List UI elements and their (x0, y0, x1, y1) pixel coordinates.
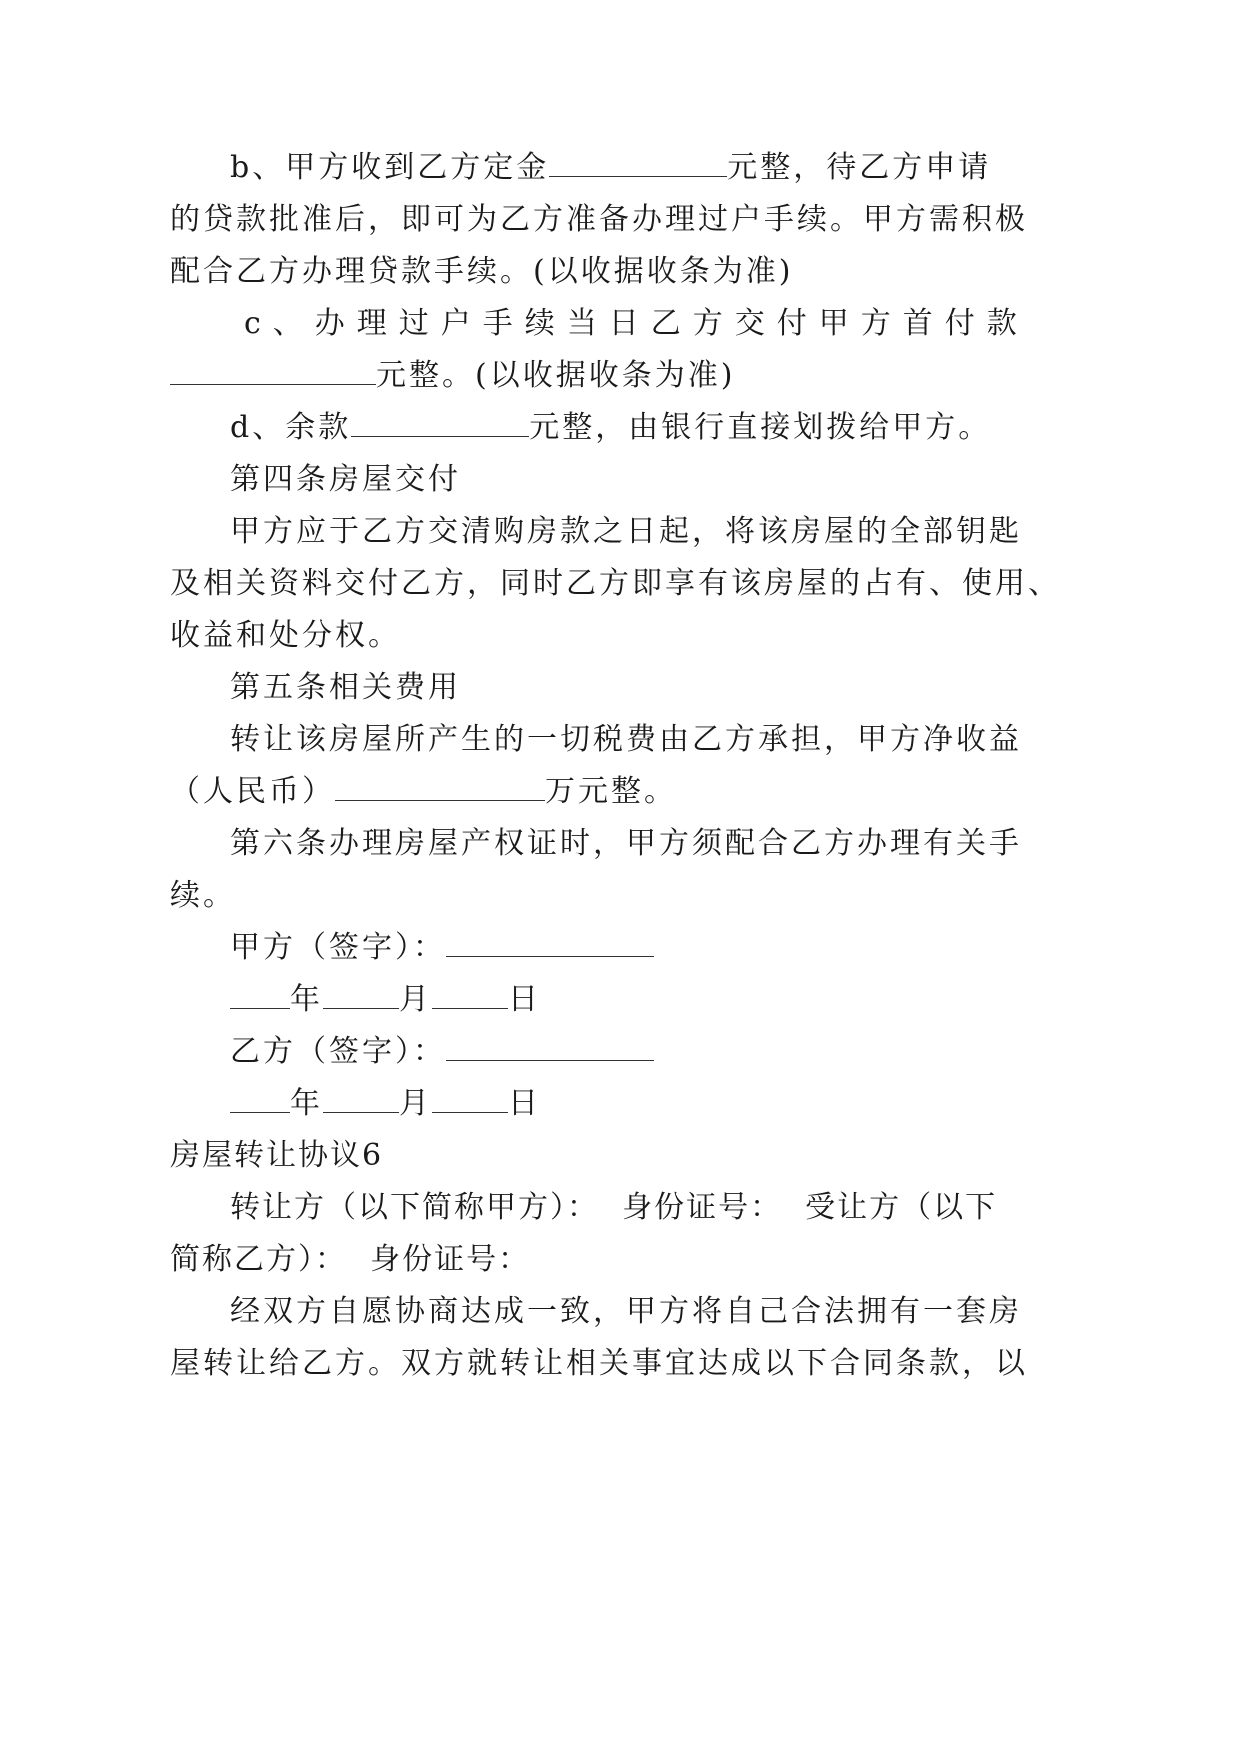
party-a-date (230, 980, 541, 1020)
article-5-text-prefix: （人民币） (170, 774, 335, 809)
section-title: 房屋转让协议6 (170, 1138, 384, 1173)
para-d (230, 408, 991, 448)
month-blank (323, 1086, 399, 1113)
day-label: 日 (508, 982, 541, 1017)
intro-line2: 简称乙方）： 身份证号： (170, 1242, 531, 1277)
net-income-blank (335, 774, 545, 801)
body-line2: 屋转让给乙方。双方就转让相关事宜达成以下合同条款，以 (170, 1346, 1028, 1381)
intro-line1: 转让方（以下简称甲方）： 身份证号： 受让方（以下 (230, 1190, 998, 1225)
balance-amount-blank (351, 410, 529, 437)
month-label: 月 (399, 1086, 432, 1121)
year-label: 年 (290, 982, 323, 1017)
para-c-line1: c、办理过户手续当日乙方交付甲方首付款 (244, 306, 1029, 341)
party-b-signature-blank (446, 1034, 654, 1061)
day-label: 日 (508, 1086, 541, 1121)
article-4-line1: 甲方应于乙方交清购房款之日起，将该房屋的全部钥匙 (230, 514, 1022, 549)
para-c-line2 (170, 356, 735, 396)
deposit-amount-blank (549, 150, 727, 177)
para-b-line3: 配合乙方办理贷款手续。(以收据收条为准) (170, 254, 794, 289)
para-b-line1 (230, 148, 991, 188)
article-5-title: 第五条相关费用 (230, 670, 461, 705)
party-a-label: 甲方（签字）： (230, 930, 446, 965)
party-a-signature (230, 928, 654, 968)
article-5-text-suffix: 万元整。 (545, 774, 677, 809)
day-blank (432, 1086, 508, 1113)
year-blank (230, 1086, 290, 1113)
year-blank (230, 982, 290, 1009)
article-4-title: 第四条房屋交付 (230, 462, 461, 497)
party-b-signature (230, 1032, 654, 1072)
article-5-line2 (170, 772, 677, 812)
article-6-line2: 续。 (170, 878, 236, 913)
year-label: 年 (290, 1086, 323, 1121)
month-label: 月 (399, 982, 432, 1017)
body-line1: 经双方自愿协商达成一致，甲方将自己合法拥有一套房 (230, 1294, 1022, 1329)
article-5-line1: 转让该房屋所产生的一切税费由乙方承担，甲方净收益 (230, 722, 1022, 757)
month-blank (323, 982, 399, 1009)
party-a-signature-blank (446, 930, 654, 957)
para-b-text-suffix: 元整，待乙方申请 (727, 150, 992, 185)
para-d-text-suffix: 元整，由银行直接划拨给甲方。 (529, 410, 992, 445)
party-b-label: 乙方（签字）： (230, 1034, 446, 1069)
para-c-text-suffix: 元整。(以收据收条为准) (376, 358, 736, 393)
para-d-text-prefix: d、余款 (230, 410, 352, 445)
article-6-line1: 第六条办理房屋产权证时，甲方须配合乙方办理有关手 (230, 826, 1022, 861)
down-payment-blank (170, 358, 376, 385)
article-4-line3: 收益和处分权。 (170, 618, 401, 653)
party-b-date (230, 1084, 541, 1124)
para-b-text-prefix: b、甲方收到乙方定金 (230, 150, 550, 185)
day-blank (432, 982, 508, 1009)
para-b-line2: 的贷款批准后，即可为乙方准备办理过户手续。甲方需积极 (170, 202, 1028, 237)
article-4-line2: 及相关资料交付乙方，同时乙方即享有该房屋的占有、使用、 (170, 566, 1061, 601)
